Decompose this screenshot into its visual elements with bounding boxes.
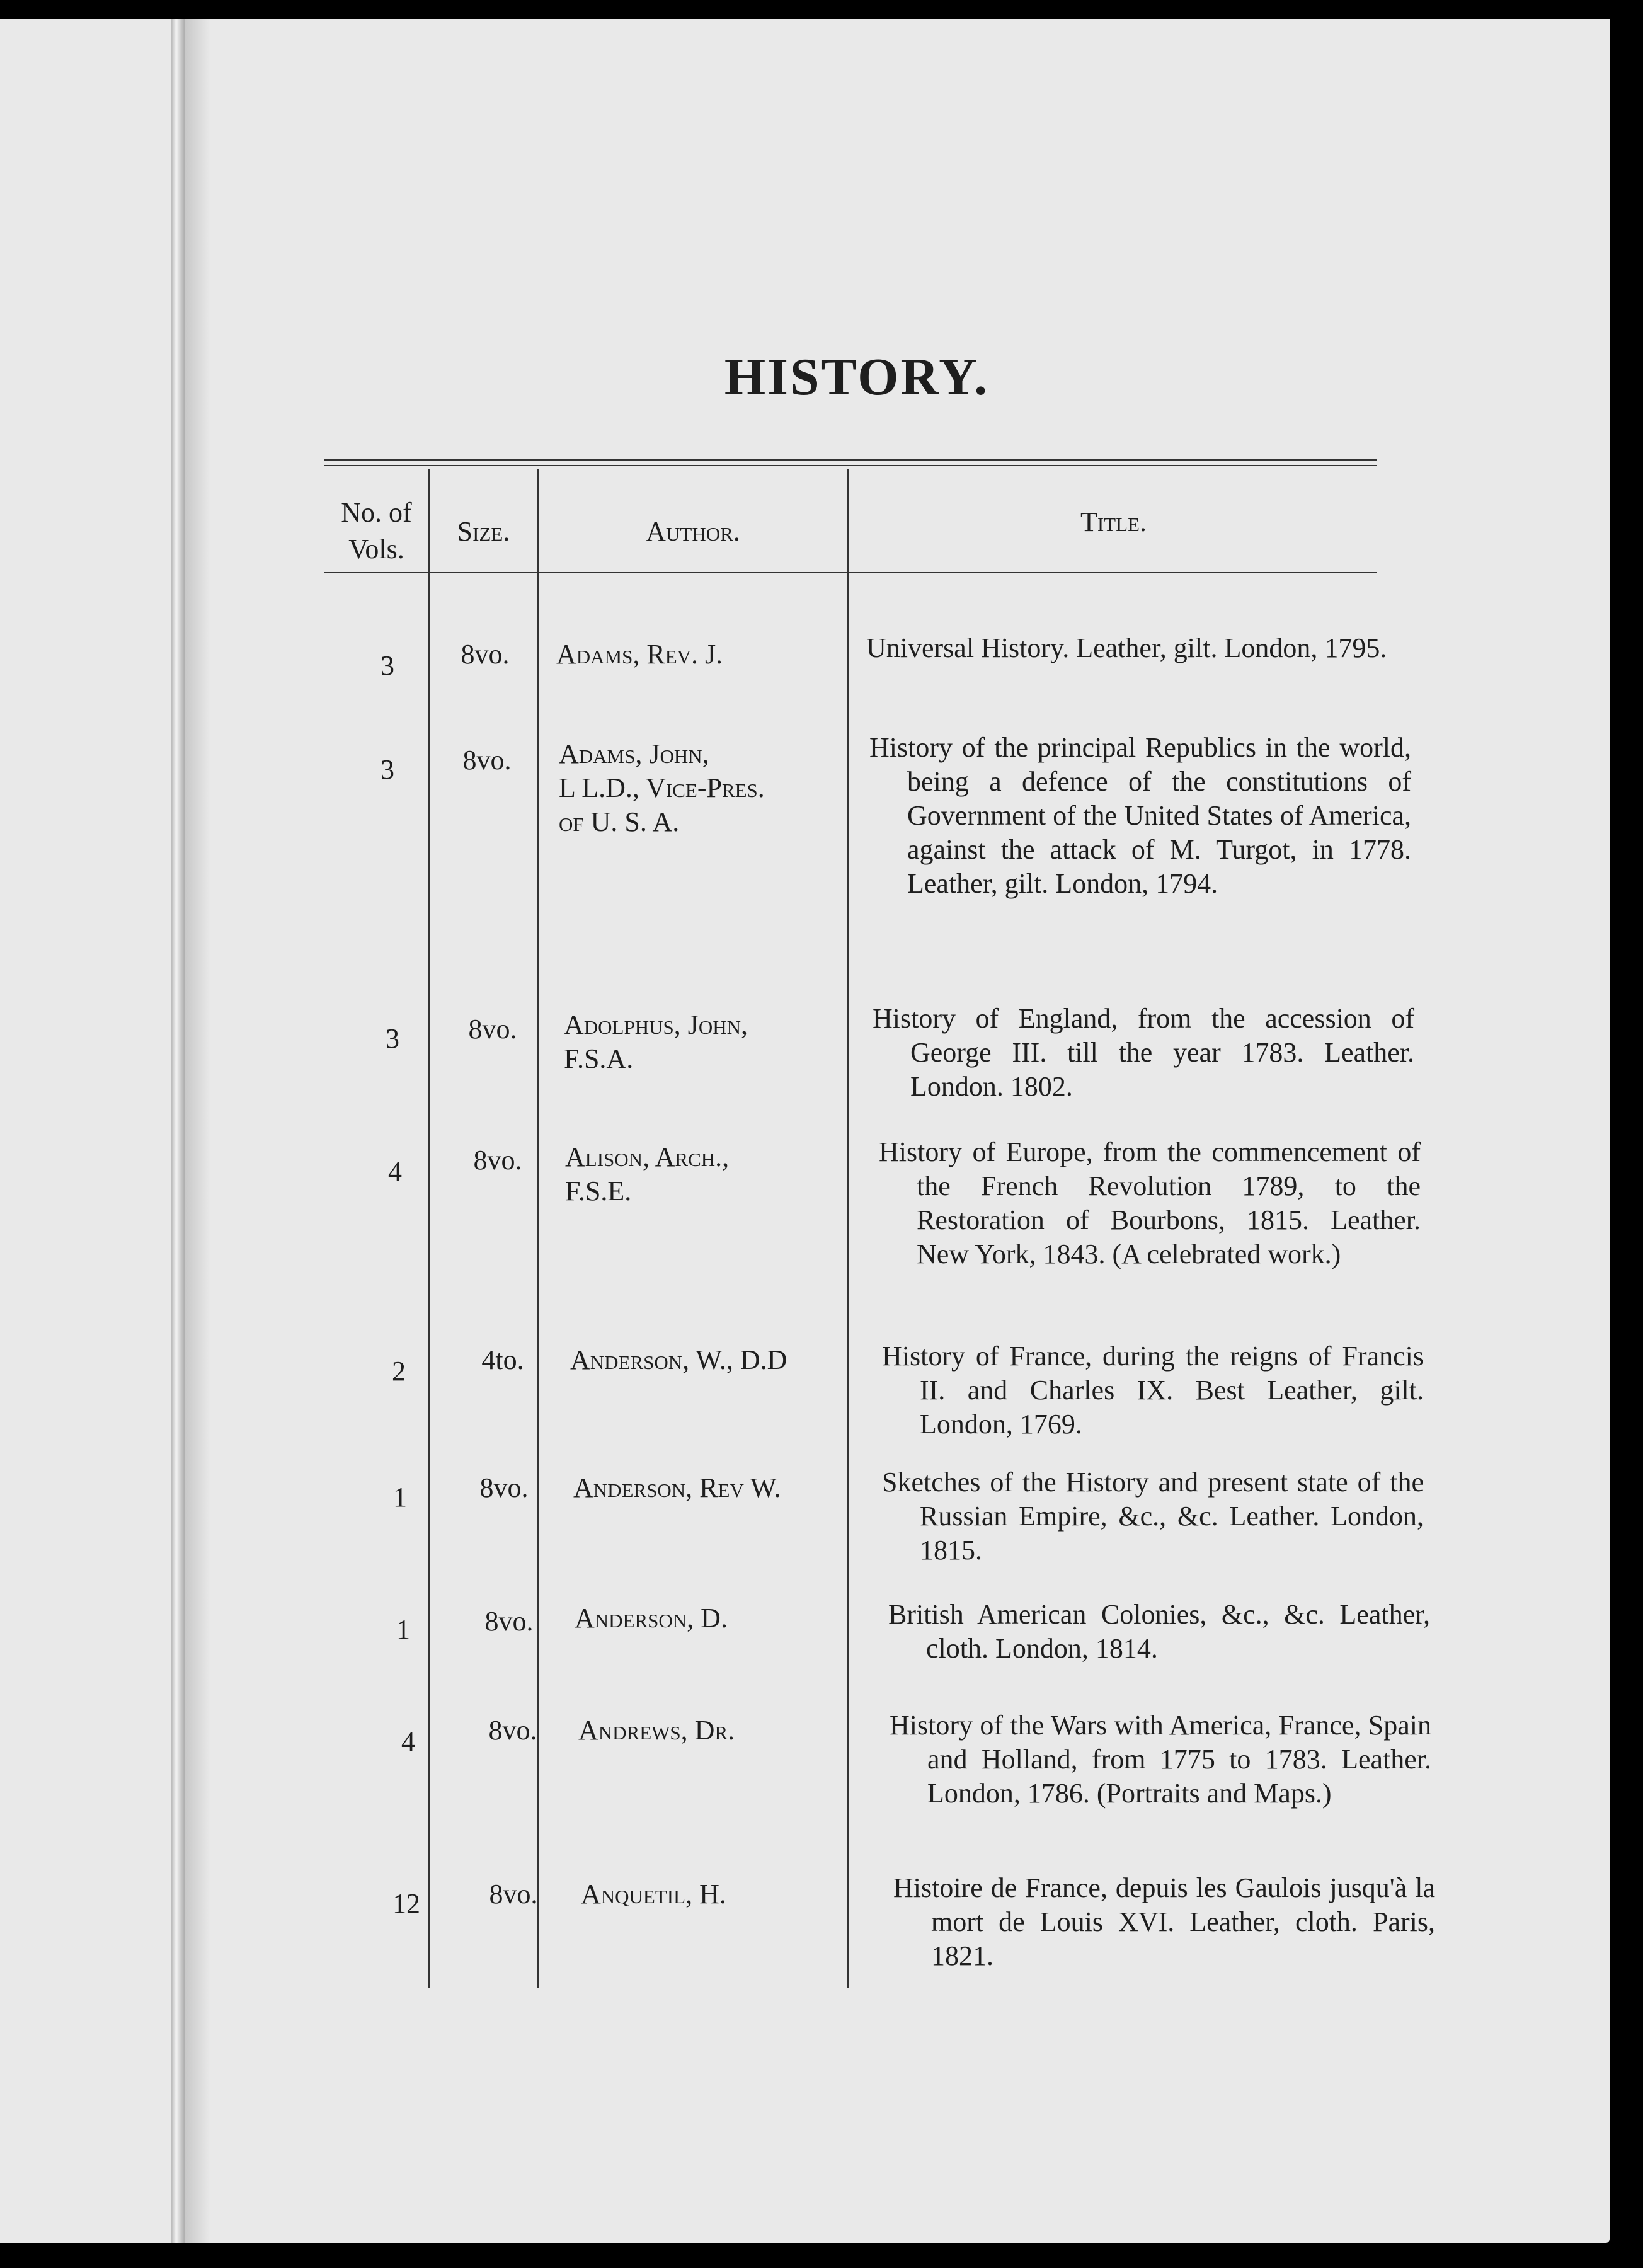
page-title: HISTORY.: [724, 348, 990, 406]
header-bottom-rule: [324, 572, 1377, 573]
entry-title: Sketches of the History and present state of the Russian Empire, &c., &c. Leather. London, 1815.: [882, 1467, 1424, 1566]
entry-vols: 2: [392, 1356, 406, 1387]
entry-vols: 1: [393, 1482, 407, 1513]
entry-size: 4to.: [481, 1344, 524, 1375]
entry-title: Universal History. Leather, gilt. London, 1795.: [866, 633, 1387, 663]
entry-author: Adams, Rev. J.: [556, 639, 723, 670]
entry-size: 8vo.: [461, 639, 510, 670]
entry-author: Anderson, W., D.D: [570, 1344, 787, 1375]
entry-size: 8vo.: [484, 1606, 534, 1637]
entry-author: Adams, John, L L.D., Vice-Pres. of U. S. A.: [559, 738, 765, 837]
catalog-page: [0, 19, 1610, 2243]
header-size: Size.: [457, 516, 510, 547]
entry-author: Andrews, Dr.: [578, 1715, 735, 1746]
entry-vols: 3: [381, 650, 394, 681]
column-divider-vols-size: [428, 469, 430, 1988]
entry-vols: 3: [386, 1023, 399, 1054]
column-divider-author-title: [847, 469, 849, 1988]
entry-title: British American Colonies, &c., &c. Leather, cloth. London, 1814.: [888, 1599, 1430, 1664]
entry-vols: 4: [388, 1156, 402, 1187]
table-top-rule-inner: [324, 465, 1377, 466]
entry-title: History of England, from the accession of George III. till the year 1783. Leather. London. 1802.: [873, 1003, 1414, 1102]
entry-size: 8vo.: [489, 1879, 538, 1910]
entry-author: Adolphus, John, F.S.A.: [564, 1009, 748, 1074]
entry-size: 8vo.: [468, 1014, 517, 1045]
entry-author: Alison, Arch., F.S.E.: [565, 1142, 730, 1206]
header-title: Title.: [1080, 507, 1147, 537]
entry-author: Anderson, Rev W.: [573, 1472, 781, 1503]
entry-size: 8vo.: [488, 1715, 537, 1746]
entry-title: History of France, during the reigns of Francis II. and Charles IX. Best Leather, gilt. London, 1769.: [882, 1341, 1424, 1440]
entry-vols: 12: [392, 1888, 420, 1919]
entry-vols: 1: [396, 1614, 410, 1645]
entry-size: 8vo.: [479, 1472, 529, 1503]
header-author: Author.: [646, 516, 740, 547]
column-divider-size-author: [537, 469, 539, 1988]
entry-size: 8vo.: [462, 745, 512, 776]
entry-vols: 3: [381, 754, 394, 785]
entry-vols: 4: [401, 1726, 415, 1757]
entry-title: History of the Wars with America, France, Spain and Holland, from 1775 to 1783. Leather. London, 1786. (Portraits and Maps.): [890, 1710, 1431, 1809]
entry-size: 8vo.: [473, 1145, 522, 1176]
entry-title: Histoire de France, depuis les Gaulois jusqu'à la mort de Louis XVI. Leather, cloth. Paris, 1821.: [893, 1872, 1435, 1971]
header-vols: No. of Vols.: [341, 497, 412, 564]
entry-author: Anquetil, H.: [581, 1879, 726, 1910]
entry-title: History of Europe, from the commencement of the French Revolution 1789, to the Restoration of Bourbons, 1815. Leather. New York, 1843. (A celebrated work.): [879, 1137, 1421, 1269]
entry-author: Anderson, D.: [575, 1603, 728, 1634]
entry-title: History of the principal Republics in the world, being a defence of the constitutions of Government of the United States of America, against the attack of M. Turgot, in 1778. Leather, gilt. London, 1794.: [869, 732, 1411, 899]
table-top-rule: [324, 459, 1377, 461]
